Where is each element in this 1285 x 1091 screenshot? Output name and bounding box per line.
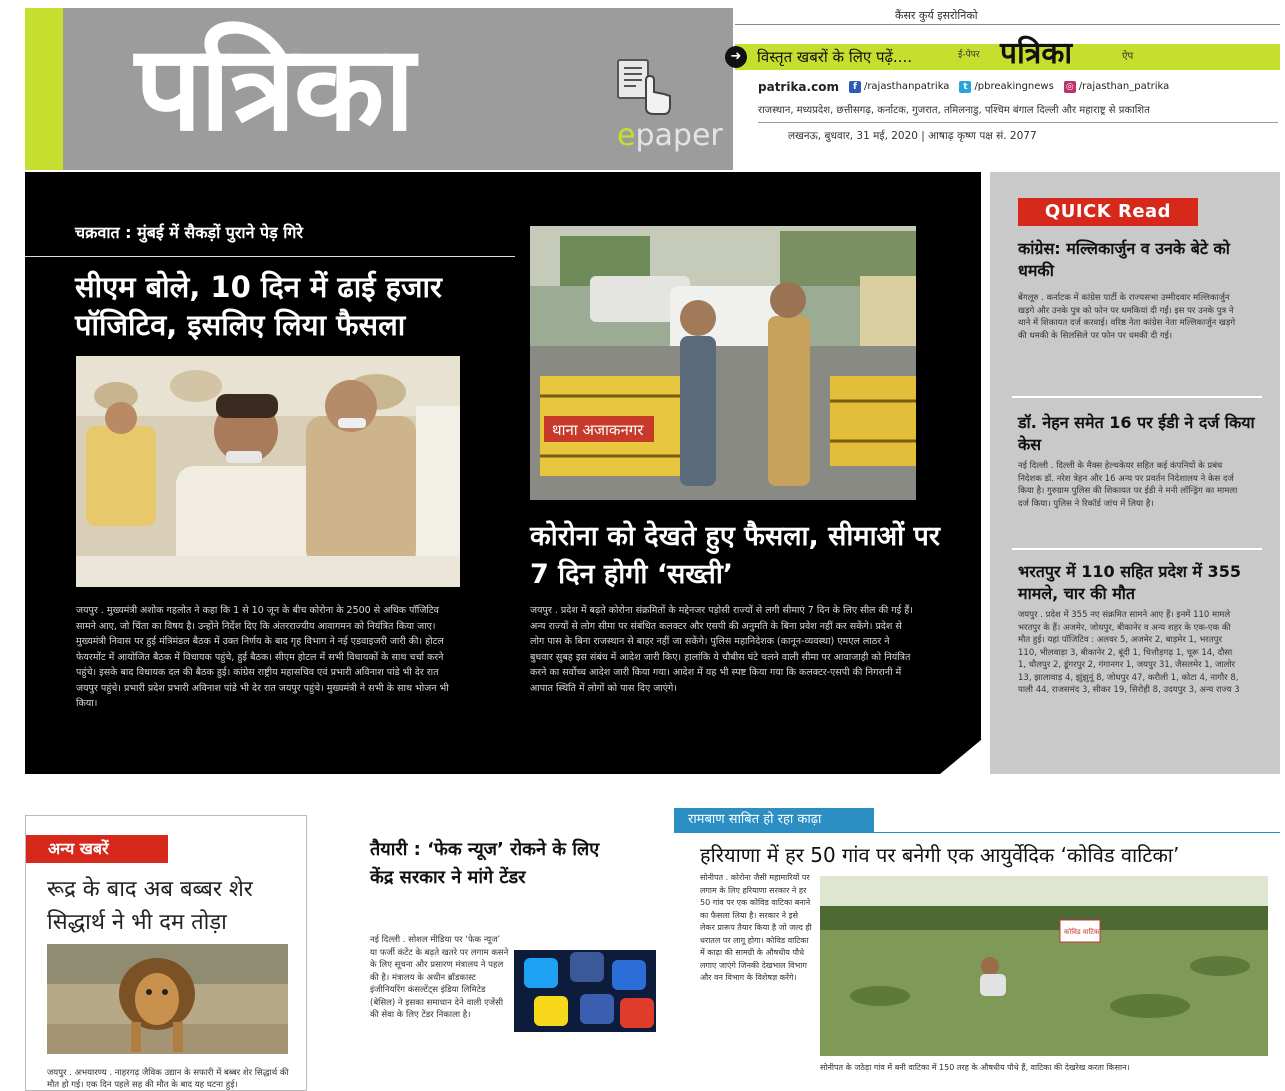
divider [1012,548,1262,550]
quick-read-label: QUICK Read [1018,198,1198,226]
social-media-apps-photo[interactable] [514,950,656,1032]
divider [735,24,1280,25]
fake-news-headline[interactable]: तैयारी : ‘फेक न्यूज’ रोकने के लिए केंद्र सरकार ने मांगे टेंडर [370,839,600,888]
vatika-sign: कोविड वाटिका [1064,928,1102,936]
photo-caption: सोनीपत के जठेड़ा गांव में बनी वाटिका में 150 तरह के औषधीय पौधे हैं, वाटिका की देखरेख करता किसान। [820,1063,1130,1072]
newspaper-logo[interactable]: पत्रिका [135,18,413,157]
instagram-icon: ◎ [1064,81,1076,93]
masthead-accent-stripe [25,8,63,170]
barricade-sign: थाना अजाकनगर [552,421,644,439]
ayurveda-headline[interactable]: हरियाणा में हर 50 गांव पर बनेगी एक आयुर्वेदिक ‘कोविड वाटिका’ [700,843,1180,867]
epaper-wordmark: epaper [617,118,723,153]
lead-right-body: जयपुर . प्रदेश में बढ़ते कोरोना संक्रमितों के मद्देनजर पड़ोसी राज्यों से लगी सीमाएं 7 दिन के लिए सील की गई हैं। अन्य राज्यों से लोग सीमा पर संबंधित कलक्टर और एसपी की अनुमति के बिना प्रवेश नहीं कर सकेंगे। प्रदेश से लोग पास के बिना राजस्थान से बाहर नहीं जा सकेंगे। पुलिस महानिदेशक (कानून-व्यवस्था) एमएल लाठर ने बुधवार सुबह इस संबंध में आदेश जारी किए। हालांकि ये चौबीस घंटे चलने वाली सीमा पर आवाजाही को नियंत्रित करने का सर्वोच्च आदेश जारी किया गया। आदेश में यह भी स्पष्ट किया गया कि कलक्टर-एसपी की निगरानी में आपात स्थिति में लोगों को पास दिए जाएंगे। [530,605,913,694]
epaper-hand-icon [616,58,672,116]
facebook-icon: f [849,81,861,93]
dateline: लखनऊ, बुधवार, 31 मई, 2020 | आषाढ़ कृष्ण पक्ष सं. 2077 [788,130,1037,142]
fake-news-body: नई दिल्ली . सोशल मीडिया पर ‘फेक न्यूज’ या फर्जी कंटेंट के बढ़ते खतरे पर लगाम कसने के लिए सूचना और प्रसारण मंत्रालय ने पहल की है। मंत्रालय के अधीन ब्रॉडकास्ट इंजीनियरिंग कंसल्टेंट्स इंडिया लिमिटेड (बेसिल) ने इसका समाधान देने वाली एजेंसी की सेवा के लिए टेंडर निकाला है। [370,935,509,1020]
twitter-link[interactable]: t /pbreakingnews [959,81,1053,93]
facebook-link[interactable]: f /rajasthanpatrika [849,81,949,93]
lion-photo[interactable] [47,944,288,1054]
ayurveda-body: सोनीपत . कोरोना जैसी महामारियों पर लगाम के लिए हरियाणा सरकार ने हर 50 गांव पर एक कोविड वाटिका बनाने का फैसला लिया है। सरकार ने इसे लेकर प्रारूप तैयार किया है जो जल्द ही धरातल पर लागू होगा। कोविड वाटिका में काढ़ा की सामग्री के औषधीय पौधे लगाए जाएंगे जिनकी देखभाल विभाग और वन विभाग के विशेषज्ञ करेंगे। [700,873,812,982]
cta-logo-prefix: ई-पेपर [958,50,980,60]
divider [25,256,515,257]
border-checkpost-photo[interactable] [530,226,916,500]
twitter-icon: t [959,81,971,93]
editions-line: राजस्थान, मध्यप्रदेश, छत्तीसगढ़, कर्नाटक, गुजरात, तमिलनाडु, पश्चिम बंगाल दिल्ली और महाराष्ट्र से प्रकाशित [758,104,1278,123]
meeting-photo[interactable] [76,356,460,587]
quick-read-body: नई दिल्ली . दिल्ली के मैक्स हेल्थकेयर सहित कई कंपनियों के प्रबंध निदेशक डॉ. नरेश त्रेहन और 16 अन्य पर प्रवर्तन निदेशालय ने केस दर्ज किया है। गुरुग्राम पुलिस की शिकायत पर ईडी ने मनी लॉन्ड्रिंग का मामला दर्ज किया। पुलिस ने रिकॉर्ड जांच में लिया है। [1018,461,1238,509]
cta-app-label: ऐप [1122,51,1134,62]
lead-right-headline[interactable]: कोरोना को देखते हुए फैसला, सीमाओं पर 7 दिन होगी ‘सख्ती’ [530,521,940,590]
quick-read-body: जयपुर . प्रदेश में 355 नए संक्रमित सामने आए हैं। इनमें 110 मामले भरतपुर के हैं। अजमेर, जोधपुर, बीकानेर व अन्य शहर के एक-एक की मौत हुई। यहां पॉजिटिव : अलवर 5, अजमेर 2, बाड़मेर 1, भरतपुर 110, भीलवाड़ा 3, बीकानेर 2, बूंदी 1, चित्तौड़गढ़ 1, चूरू 14, दौसा 1, धौलपुर 2, डूंगरपुर 2, गंगानगर 1, जयपुर 31, जैसलमेर 1, जालोर 13, झालावाड़ 4, झुंझुनूं 8, जोधपुर 47, करौली 1, कोटा 4, नागौर 8, पाली 44, राजसमंद 3, सीकर 19, सिरोही 8, उदयपुर 3, अन्य राज्य 3 [1018,610,1240,695]
other-news-headline[interactable]: रूद्र के बाद अब बब्बर शेर सिद्धार्थ ने भी दम तोड़ा [47,877,253,935]
other-news-label: अन्य खबरें [26,835,168,863]
divider [1012,396,1262,398]
instagram-link[interactable]: ◎ /rajasthan_patrika [1064,81,1169,93]
kicker-headline[interactable]: चक्रवात : मुंबई में सैकड़ों पुराने पेड़ गिरे [75,223,303,242]
website-link[interactable]: patrika.com [758,80,839,94]
quick-read-headline[interactable]: भरतपुर में 110 सहित प्रदेश में 355 मामले, चार की मौत [1018,562,1241,603]
other-news-body: जयपुर . अभयारण्य . नाहरगढ़ जैविक उद्यान के सफारी में बब्बर शेर सिद्धार्थ की मौत हो गई। एक दिन पहले सह की मौत के बाद यह घटना हुई। [47,1068,289,1090]
quick-read-headline[interactable]: डॉ. नेहन समेत 16 पर ईडी ने दर्ज किया केस [1018,413,1255,454]
top-note: कैंसर कुर्य इसरोनिको [895,9,978,22]
divider [674,832,1280,833]
ayurveda-section-label: रामबाण साबित हो रहा काढ़ा [674,808,874,832]
arrow-right-icon: ➜ [725,46,747,68]
social-links [758,78,1268,96]
quick-read-headline[interactable]: कांग्रेस: मल्लिकार्जुन व उनके बेटे को धमकी [1018,239,1230,280]
lead-left-headline[interactable]: सीएम बोले, 10 दिन में ढाई हजार पॉजिटिव, इसलिए लिया फैसला [75,270,442,342]
covid-vatika-photo[interactable] [820,876,1268,1056]
quick-read-body: बेंगलूरु . कर्नाटक में कांग्रेस पार्टी के राज्यसभा उम्मीदवार मल्लिकार्जुन खड़गे और उनके पुत्र को फोन पर धमकियां दी गईं। इस पर उनके पुत्र ने थाने में शिकायत दर्ज करवाई। वरिष्ठ नेता कांग्रेस नेता मल्लिकार्जुन खड़गे की धमकी के सिलसिले पर फोन पर धमकी दी गई। [1018,293,1236,341]
cta-text[interactable]: विस्तृत खबरों के लिए पढ़ें.... [757,48,912,66]
cta-app-logo[interactable]: पत्रिका [1000,36,1073,71]
lead-left-body: जयपुर . मुख्यमंत्री अशोक गहलोत ने कहा कि 1 से 10 जून के बीच कोरोना के 2500 से अधिक पॉजिटिव सामने आए, जो चिंता का विषय है। उन्होंने निर्देश दिए कि अंतरराज्यीय आवागमन को नियंत्रित किया जाए। मुख्यमंत्री निवास पर हुई मंत्रिमंडल बैठक में उक्त निर्णय के बाद गृह विभाग ने नई एडवाइजरी जारी की। होटल फेयरमोंट में आयोजित बैठक में विधायक पहुंचे, हुई बैठक। सीएम होटल में सभी विधायकों के साथ चर्चा करने पहुंचे। इसके बाद विधायक दल की बैठक हुई। कांग्रेस राष्ट्रीय महासचिव एवं प्रभारी अविनाश पांडे भी देर रात जयपुर पहुंचे। प्रभारी प्रदेश प्रभारी अविनाश पांडे भी देर रात जयपुर पहुंचे। मुख्यमंत्री ने सभी के साथ भोजन भी किया। [76,605,449,709]
